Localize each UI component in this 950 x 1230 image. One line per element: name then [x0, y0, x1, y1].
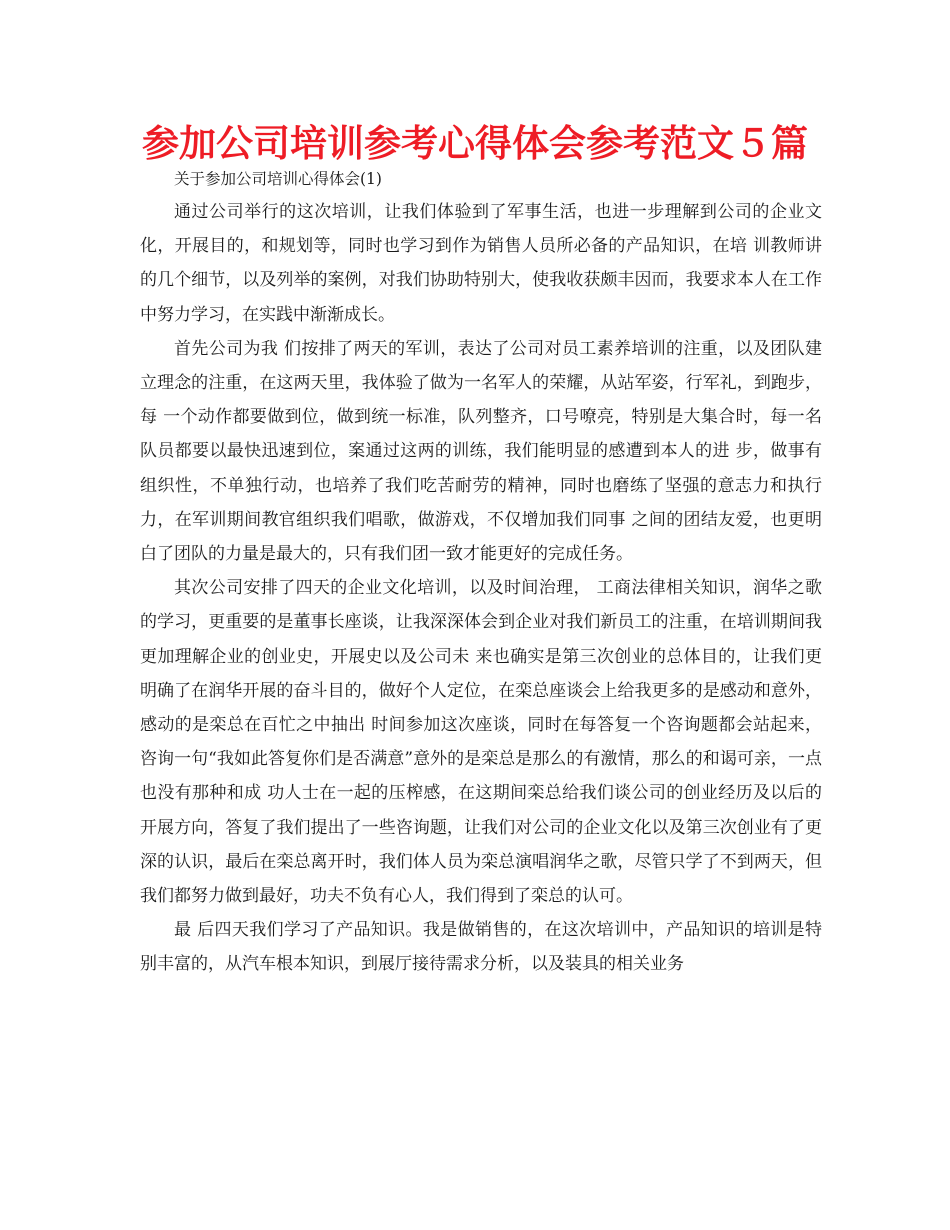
paragraph-1: 通过公司举行的这次培训，让我们体验到了军事生活，也进一步理解到公司的企业文化，开展目的，和规划等，同时也学习到作为销售人员所必备的产品知识，在培 训教师讲的几个细节，以及列举的案例，对我们协助特别大，使我收获颇丰因而，我要求本人在工作中努力学习，在实践中渐渐成长。: [140, 202, 822, 325]
document-title: 参加公司培训参考心得体会参考范文５篇: [142, 122, 808, 165]
paragraph-3: 其次公司安排了四天的企业文化培训，以及时间治理， 工商法律相关知识，润华之歌的学习，更重要的是董事长座谈，让我深深体会到企业对我们新员工的注重，在培训期间我更加理解企业的创业史，开展史以及公司未 来也确实是第三次创业的总体目的，让我们更明确了在润华开展的奋斗目的，做好个人定位，在栾总座谈会上给我更多的是感动和意外，感动的是栾总在百忙之中抽出 时间参加这次座谈，同时在每答复一个咨询题都会站起来，咨询一句“我如此答复你们是否满意”意外的是栾总是那么的有激情，那么的和谒可亲，一点也没有那种和成 功人士在一起的压榨感，在这期间栾总给我们谈公司的创业经历及以后的开展方向，答复了我们提出了一些咨询题，让我们对公司的企业文化以及第三次创业有了更深的认识，最后在栾总离开时，我们体人员为栾总演唱润华之歌，尽管只学了不到两天，但我们都努力做到最好，功夫不负有心人，我们得到了栾总的认可。: [140, 578, 822, 907]
section-subtitle: 关于参加公司培训心得体会(1): [174, 170, 382, 188]
document-body: [140, 164, 822, 982]
paragraph-4: 最 后四天我们学习了产品知识。我是做销售的，在这次培训中，产品知识的培训是特别丰富的，从汽车根本知识，到展厅接待需求分析，以及装具的相关业务: [140, 920, 822, 975]
paragraph-2: 首先公司为我 们按排了两天的军训，表达了公司对员工素养培训的注重，以及团队建立理念的注重，在这两天里，我体验了做为一名军人的荣耀，从站军姿，行军礼，到跑步，每 一个动作都要做到位，做到统一标准，队列整齐，口号嘹亮，特别是大集合时，每一名队员都要以最快迅速到位，案通过这两的训练，我们能明显的感遭到本人的进 步，做事有组织性，不单独行动，也培养了我们吃苦耐劳的精神，同时也磨练了坚强的意志力和执行力，在军训期间教官组织我们唱歌，做游戏，不仅增加我们同事 之间的团结友爱，也更明白了团队的力量是最大的，只有我们团一致才能更好的完成任务。: [140, 338, 822, 565]
